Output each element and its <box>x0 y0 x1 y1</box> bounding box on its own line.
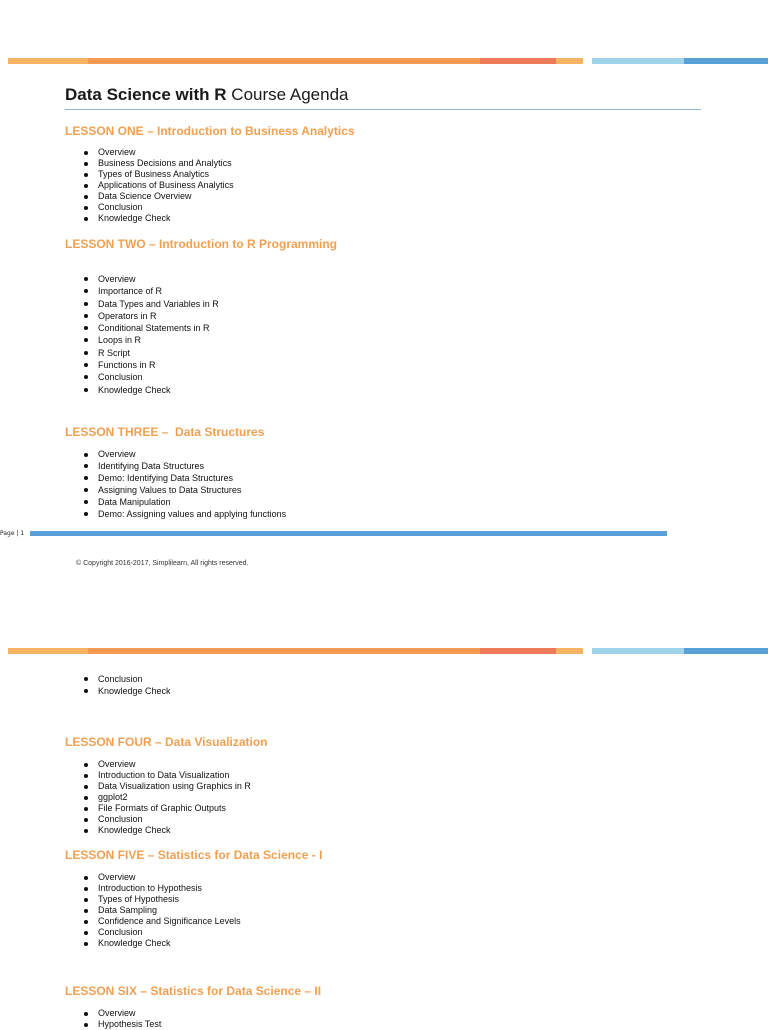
lesson-five-heading: LESSON FIVE – Statistics for Data Science - I <box>65 848 323 862</box>
list-item: Knowledge Check <box>84 938 241 949</box>
list-item: Knowledge Check <box>84 825 251 836</box>
bar-segment-light-blue <box>592 648 684 654</box>
list-item: Data Science Overview <box>84 191 234 202</box>
list-item: Introduction to Hypothesis <box>84 883 241 894</box>
lesson-four-list <box>84 759 251 836</box>
lesson-three-list-continued <box>84 673 171 698</box>
bar-segment-orange <box>88 58 480 64</box>
title-rest: Course Agenda <box>226 85 349 104</box>
list-item: Data Visualization using Graphics in R <box>84 781 251 792</box>
list-item: R Script <box>84 347 219 359</box>
list-item: Confidence and Significance Levels <box>84 916 241 927</box>
bar-segment-yellow-2 <box>556 648 583 654</box>
list-item: Types of Business Analytics <box>84 169 234 180</box>
list-item: Knowledge Check <box>84 384 219 396</box>
list-item: Applications of Business Analytics <box>84 180 234 191</box>
list-item: Conditional Statements in R <box>84 322 219 334</box>
list-item: Operators in R <box>84 310 219 322</box>
copyright-text: © Copyright 2016-2017, Simplilearn, All rights reserved. <box>76 560 249 567</box>
lesson-two-list <box>84 273 219 396</box>
bar-segment-yellow <box>8 648 88 654</box>
lesson-three-heading: LESSON THREE – Data Structures <box>65 425 265 439</box>
list-item: Demo: Assigning values and applying functions <box>84 508 286 520</box>
list-item: Functions in R <box>84 359 219 371</box>
list-item: Hypothesis Test <box>84 1019 161 1030</box>
lesson-six-list <box>84 1008 161 1030</box>
list-item: Conclusion <box>84 371 219 383</box>
bar-segment-yellow <box>8 58 88 64</box>
list-item: Identifying Data Structures <box>84 460 286 472</box>
list-item: Conclusion <box>84 673 171 685</box>
lesson-five-list <box>84 872 241 949</box>
bar-segment-red <box>480 58 556 64</box>
list-item: Demo: Identifying Data Structures <box>84 472 286 484</box>
lesson-six-heading: LESSON SIX – Statistics for Data Science – II <box>65 984 322 998</box>
title-bold: Data Science with R <box>65 85 227 104</box>
list-item: Overview <box>84 759 251 770</box>
list-item: Data Types and Variables in R <box>84 298 219 310</box>
list-item: Knowledge Check <box>84 213 234 224</box>
list-item: Overview <box>84 449 286 460</box>
lesson-four-heading: LESSON FOUR – Data Visualization <box>65 735 268 749</box>
bar-segment-blue <box>684 648 768 654</box>
bar-segment-red <box>480 648 556 654</box>
list-item: Assigning Values to Data Structures <box>84 484 286 496</box>
list-item: Introduction to Data Visualization <box>84 770 251 781</box>
lesson-one-list <box>84 147 234 224</box>
list-item: Data Sampling <box>84 905 241 916</box>
list-item: ggplot2 <box>84 792 251 803</box>
list-item: Overview <box>84 872 241 883</box>
header-color-bar <box>8 58 768 64</box>
footer-rule <box>30 531 667 536</box>
list-item: Conclusion <box>84 814 251 825</box>
list-item: Overview <box>84 1008 161 1019</box>
bar-segment-light-blue <box>592 58 684 64</box>
bar-segment-yellow-2 <box>556 58 583 64</box>
bar-segment-blue <box>684 58 768 64</box>
lesson-two-heading: LESSON TWO – Introduction to R Programming <box>65 237 337 251</box>
list-item: Conclusion <box>84 927 241 938</box>
header-color-bar-page-2 <box>8 648 768 654</box>
list-item: Importance of R <box>84 285 219 297</box>
document-title <box>65 85 701 110</box>
lesson-one-heading: LESSON ONE – Introduction to Business Analytics <box>65 124 355 138</box>
bar-segment-orange <box>88 648 480 654</box>
list-item: Knowledge Check <box>84 685 171 697</box>
list-item: Data Manipulation <box>84 496 286 508</box>
list-item: Conclusion <box>84 202 234 213</box>
lesson-three-list <box>84 449 286 520</box>
list-item: Types of Hypothesis <box>84 894 241 905</box>
page-number-label: Page | 1 <box>0 530 25 537</box>
list-item: Overview <box>84 147 234 158</box>
list-item: Overview <box>84 273 219 285</box>
list-item: File Formats of Graphic Outputs <box>84 803 251 814</box>
list-item: Business Decisions and Analytics <box>84 158 234 169</box>
list-item: Loops in R <box>84 334 219 346</box>
